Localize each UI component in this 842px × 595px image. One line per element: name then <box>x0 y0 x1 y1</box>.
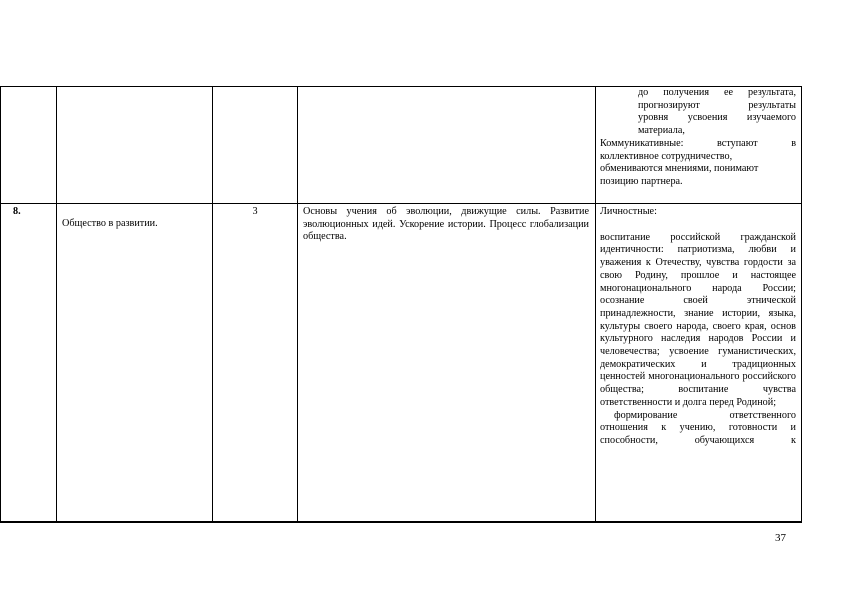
curriculum-table <box>0 86 802 523</box>
results-paragraph: воспитание российской гражданской идентичности: патриотизма, любви и уважения к Отечеству, чувства гордости за свою Родину, прошлое и настоящее многонационального народа России; осознание своей этнической принадлежности, знание истории, языка, культуры своего народа, своего края, основ культурного наследия народов России и человечества; усвоение гуманистических, демократических и традиционных ценностей многонационального российского общества; воспитание чувства ответственности и долга перед Родиной; <box>600 231 796 408</box>
row-number-cell: 8. <box>1 204 57 522</box>
page-number: 37 <box>775 532 786 544</box>
table-row <box>1 204 802 522</box>
results-paragraph: формирование ответственного отношения к учению, готовности и способности, обучающихся к <box>600 409 796 446</box>
table-row <box>1 87 802 204</box>
hours-cell: 3 <box>213 204 298 522</box>
topic-cell <box>298 87 596 204</box>
row-number-cell <box>1 87 57 204</box>
section-cell <box>57 87 213 204</box>
results-text: Личностные: воспитание российской гражданской идентичности: патриотизма, любви и уважения к Отечеству, чувства гордости за свою Родину, прошлое и настоящее многонационального народа России; осознание своей этнической принадлежности, знание истории, языка, культуры своего народа, своего края, основ культурного наследия народов России и человечества; усвоение гуманистических, демократических и традиционных ценностей многонационального российского общества; воспитание чувства ответственности и долга перед Родиной; формирование ответственного отношения к учению, готовности и способности, обучающихся к <box>600 206 796 446</box>
results-cell <box>596 204 802 522</box>
results-cell <box>596 87 802 204</box>
hours-cell <box>213 87 298 204</box>
results-text: до получения ее результата, прогнозируют результаты уровня усвоения изучаемого материала, Коммуникативные: вступают в коллективное сотрудничество, обмениваются мнениями, понимают позицию партнера. <box>600 87 796 187</box>
topic-cell: Основы учения об эволюции, движущие силы. Развитие эволюционных идей. Ускорение истории. Процесс глобализации общества. <box>298 204 596 522</box>
section-cell: Общество в развитии. <box>57 204 213 522</box>
